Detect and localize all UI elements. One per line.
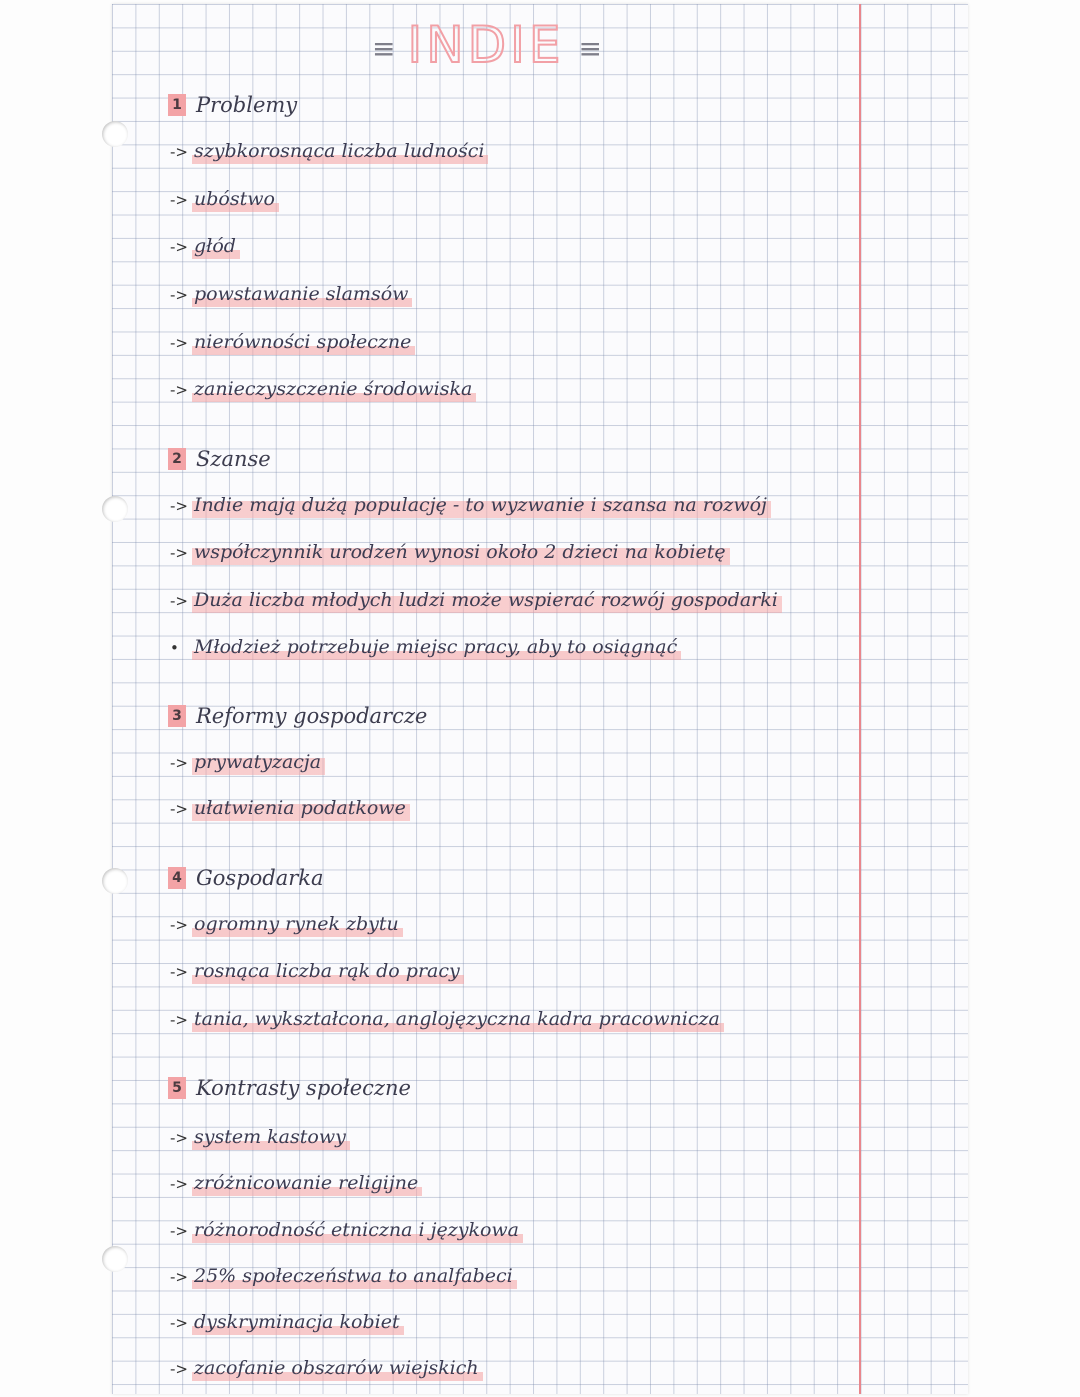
item-text: Młodzież potrzebuje miejsc pracy, aby to osiągnąć — [192, 636, 681, 660]
punch-hole — [102, 1246, 128, 1272]
section-heading — [168, 863, 324, 893]
list-item — [170, 280, 412, 310]
list-item — [170, 232, 240, 262]
list-item — [170, 633, 681, 663]
arrow-marker: -> — [170, 143, 188, 161]
arrow-marker: -> — [170, 800, 188, 818]
section-title: Gospodarka — [196, 866, 324, 890]
item-text: powstawanie slamsów — [192, 283, 412, 307]
section-heading — [168, 701, 427, 731]
item-text: 25% społeczeństwa to analfabeci — [192, 1265, 517, 1289]
section-title: Problemy — [196, 93, 298, 117]
arrow-marker: -> — [170, 497, 188, 515]
title-decoration-left: ≡ — [372, 31, 394, 65]
item-text: ułatwienia podatkowe — [192, 797, 410, 821]
section-number: 4 — [168, 867, 186, 889]
section-number: 5 — [168, 1077, 186, 1099]
arrow-marker: -> — [170, 1360, 188, 1378]
item-text: ogromny rynek zbytu — [192, 913, 403, 937]
arrow-marker: -> — [170, 238, 188, 256]
list-item — [170, 137, 488, 167]
item-text: różnorodność etniczna i językowa — [192, 1219, 523, 1243]
arrow-marker: -> — [170, 191, 188, 209]
item-text: szybkorosnąca liczba ludności — [192, 140, 488, 164]
section-number: 3 — [168, 705, 186, 727]
list-item — [170, 1308, 404, 1338]
list-item — [170, 748, 325, 778]
item-text: tania, wykształcona, anglojęzyczna kadra pracownicza — [192, 1008, 724, 1032]
section-title: Reformy gospodarcze — [196, 704, 428, 728]
list-item — [170, 375, 476, 405]
item-text: Duża liczba młodych ludzi może wspierać rozwój gospodarki — [192, 589, 782, 613]
section-number: 2 — [168, 448, 186, 470]
section-title: Szanse — [196, 447, 271, 471]
item-text: ubóstwo — [192, 188, 279, 212]
list-item — [170, 794, 410, 824]
item-text: zróżnicowanie religijne — [192, 1172, 422, 1196]
list-item — [170, 1169, 422, 1199]
item-text: dyskryminacja kobiet — [192, 1311, 404, 1335]
item-text: Indie mają dużą populację - to wyzwanie i szansa na rozwój — [192, 494, 771, 518]
arrow-marker: -> — [170, 1222, 188, 1240]
item-text: nierówności społeczne — [192, 331, 415, 355]
arrow-marker: -> — [170, 1011, 188, 1029]
list-item — [170, 328, 415, 358]
notebook-page — [112, 4, 968, 1394]
arrow-marker: -> — [170, 1175, 188, 1193]
arrow-marker: -> — [170, 286, 188, 304]
arrow-marker: -> — [170, 1314, 188, 1332]
list-item — [170, 910, 403, 940]
item-text: głód — [192, 235, 240, 259]
list-item — [170, 1216, 523, 1246]
section-heading — [168, 90, 297, 120]
list-item — [170, 1123, 350, 1153]
item-text: zacofanie obszarów wiejskich — [192, 1357, 483, 1381]
punch-hole — [102, 121, 128, 147]
list-item — [170, 1005, 724, 1035]
list-item — [170, 538, 730, 568]
page-title — [112, 14, 860, 76]
arrow-marker: -> — [170, 916, 188, 934]
arrow-marker: -> — [170, 544, 188, 562]
title-text: INDIE — [407, 16, 565, 74]
punch-hole — [102, 868, 128, 894]
arrow-marker: -> — [170, 1129, 188, 1147]
item-text: zanieczyszczenie środowiska — [192, 378, 476, 402]
arrow-marker: -> — [170, 1268, 188, 1286]
section-heading — [168, 1073, 411, 1103]
item-text: rosnąca liczba rąk do pracy — [192, 960, 464, 984]
section-number: 1 — [168, 94, 186, 116]
punch-hole — [102, 496, 128, 522]
bullet-marker: • — [170, 639, 179, 657]
item-text: system kastowy — [192, 1126, 350, 1150]
arrow-marker: -> — [170, 963, 188, 981]
list-item — [170, 957, 464, 987]
arrow-marker: -> — [170, 592, 188, 610]
section-heading — [168, 444, 271, 474]
arrow-marker: -> — [170, 334, 188, 352]
arrow-marker: -> — [170, 754, 188, 772]
margin-line — [859, 4, 861, 1394]
section-title: Kontrasty społeczne — [196, 1076, 411, 1100]
list-item — [170, 491, 771, 521]
item-text: prywatyzacja — [192, 751, 325, 775]
arrow-marker: -> — [170, 381, 188, 399]
list-item — [170, 185, 279, 215]
list-item — [170, 1354, 483, 1384]
item-text: współczynnik urodzeń wynosi około 2 dzieci na kobietę — [192, 541, 730, 565]
list-item — [170, 1262, 517, 1292]
title-decoration-right: ≡ — [578, 31, 600, 65]
list-item — [170, 586, 782, 616]
